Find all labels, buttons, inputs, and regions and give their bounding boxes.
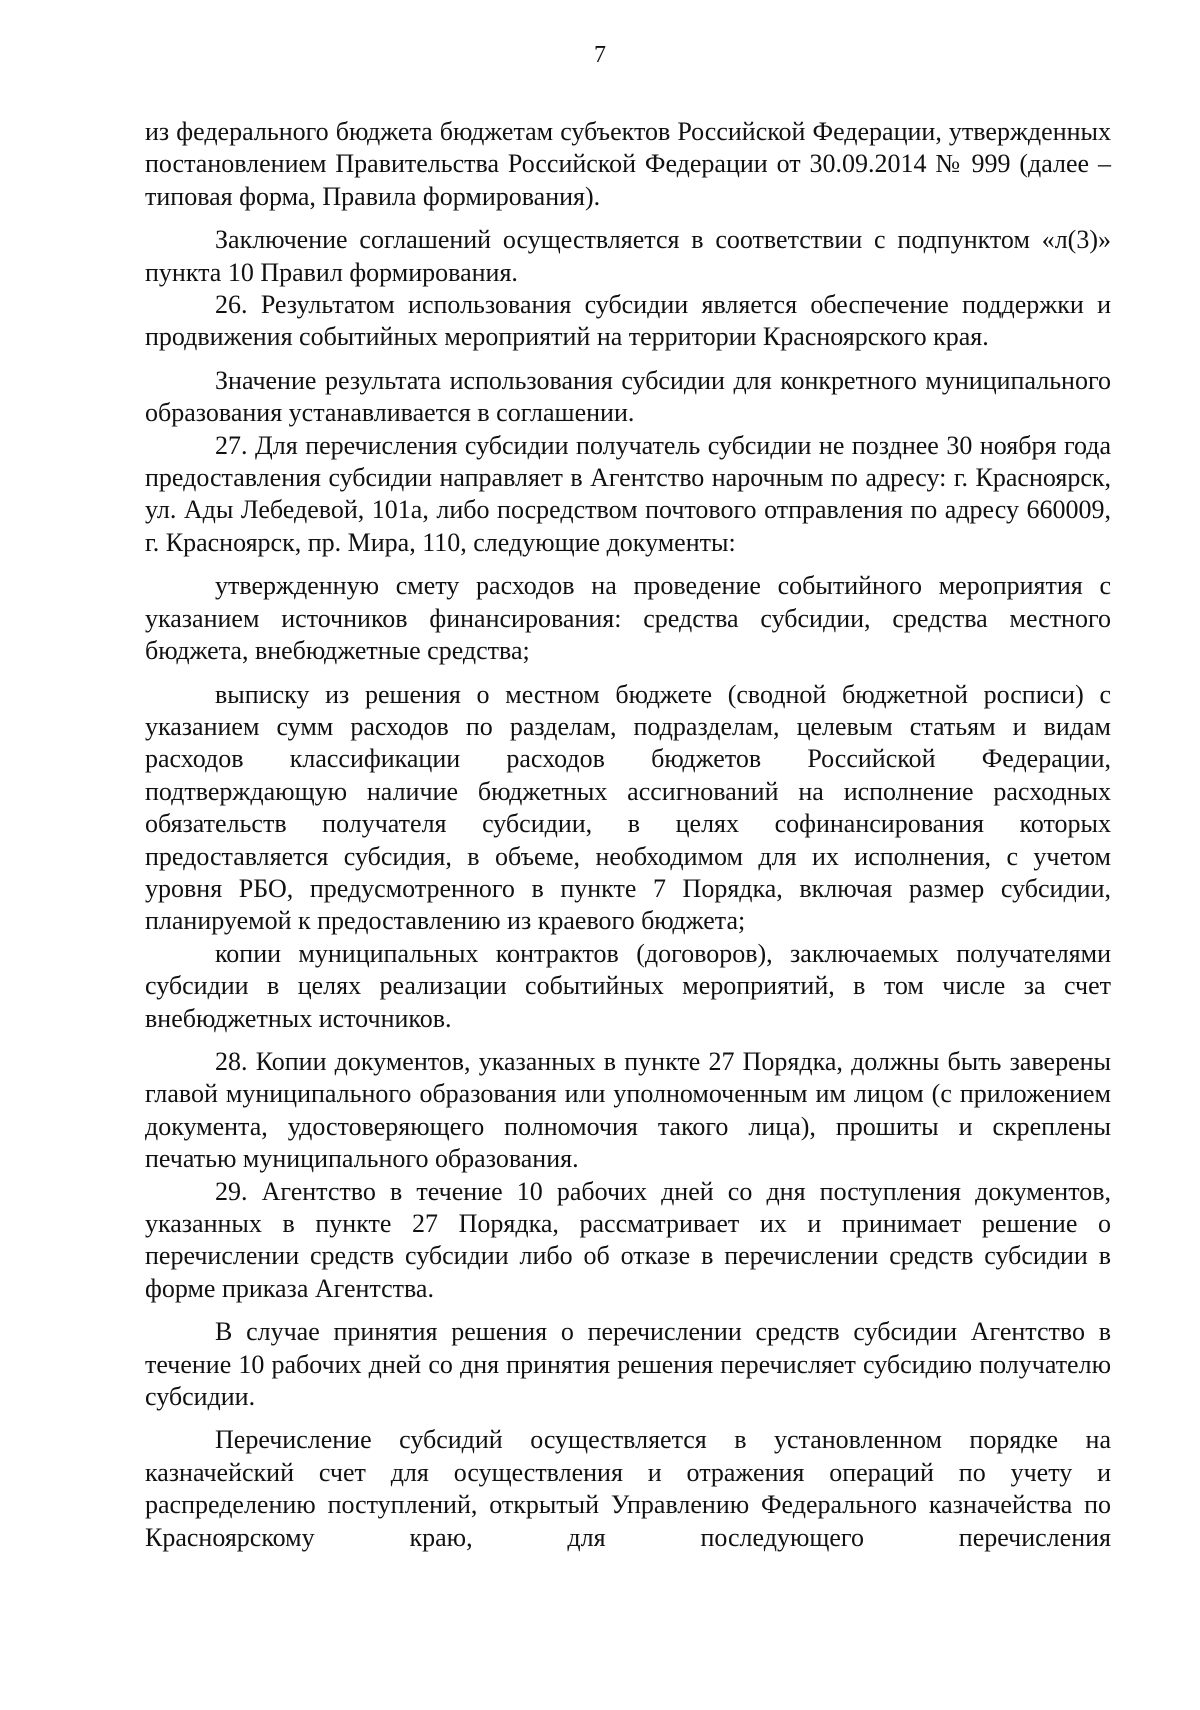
paragraph-treasury-transfer: Перечисление субсидий осуществляется в установленном порядке на казначейский счет для осуществления и отражения операций по учету и распределению поступлений, открытый Управлению Федерального казначейства по Красноярскому краю, для последующего перечисления — [145, 1425, 1111, 1552]
paragraph-29-review: 29. Агентство в течение 10 рабочих дней со дня поступления документов, указанных в пункте 27 Порядка, рассматривает их и принимает решение о перечислении средств субсидии либо об отказе в перечислении средств субсидии в форме приказа Агентства. — [145, 1176, 1111, 1303]
page-number: 7 — [594, 42, 606, 68]
document-body — [145, 116, 1111, 1554]
paragraph-26-result: 26. Результатом использования субсидии является обеспечение поддержки и продвижения событийных мероприятий на территории Красноярского края. — [145, 290, 1111, 352]
paragraph-budget-extract: выписку из решения о местном бюджете (сводной бюджетной росписи) с указанием сумм расходов по разделам, подразделам, целевым статьям и видам расходов классификации расходов бюджетов Российской Федерации, подтверждающую наличие бюджетных ассигнований на исполнение расходных обязательств получателя субсидии, в целях софинансирования которых предоставляется субсидия, в объеме, необходимом для их исполнения, с учетом уровня РБО, предусмотренного в пункте 7 Порядка, включая размер субсидии, планируемой к предоставлению из краевого бюджета; — [145, 679, 1111, 936]
paragraph-27-documents: 27. Для перечисления субсидии получатель субсидии не позднее 30 ноября года предоставления субсидии направляет в Агентство нарочным по адресу: г. Красноярск, ул. Ады Лебедевой, 101а, либо посредством почтового отправления по адресу 660009, г. Красноярск, пр. Мира, 110, следующие документы: — [145, 430, 1111, 557]
paragraph-agreement-conclusion: Заключение соглашений осуществляется в соответствии с подпунктом «л(3)» пункта 10 Правил формирования. — [145, 225, 1111, 287]
paragraph-cost-estimate: утвержденную смету расходов на проведение событийного мероприятия с указанием источников финансирования: средства субсидии, средства местного бюджета, внебюджетные средства; — [145, 571, 1111, 666]
paragraph-28-certification: 28. Копии документов, указанных в пункте 27 Порядка, должны быть заверены главой муниципального образования или уполномоченным им лицом (с приложением документа, удостоверяющего полномочия такого лица), прошиты и скреплены печатью муниципального образования. — [145, 1046, 1111, 1174]
paragraph-continuation: из федерального бюджета бюджетам субъектов Российской Федерации, утвержденных постановлением Правительства Российской Федерации от 30.09.2014 № 999 (далее – типовая форма, Правила формирования). — [145, 117, 1111, 211]
paragraph-contract-copies: копии муниципальных контрактов (договоров), заключаемых получателями субсидии в целях реализации событийных мероприятий, в том числе за счет внебюджетных источников. — [145, 938, 1111, 1033]
paragraph-transfer-decision: В случае принятия решения о перечислении средств субсидии Агентство в течение 10 рабочих дней со дня принятия решения перечисляет субсидию получателю субсидии. — [145, 1317, 1111, 1412]
paragraph-result-value: Значение результата использования субсидии для конкретного муниципального образования устанавливается в соглашении. — [145, 365, 1111, 428]
